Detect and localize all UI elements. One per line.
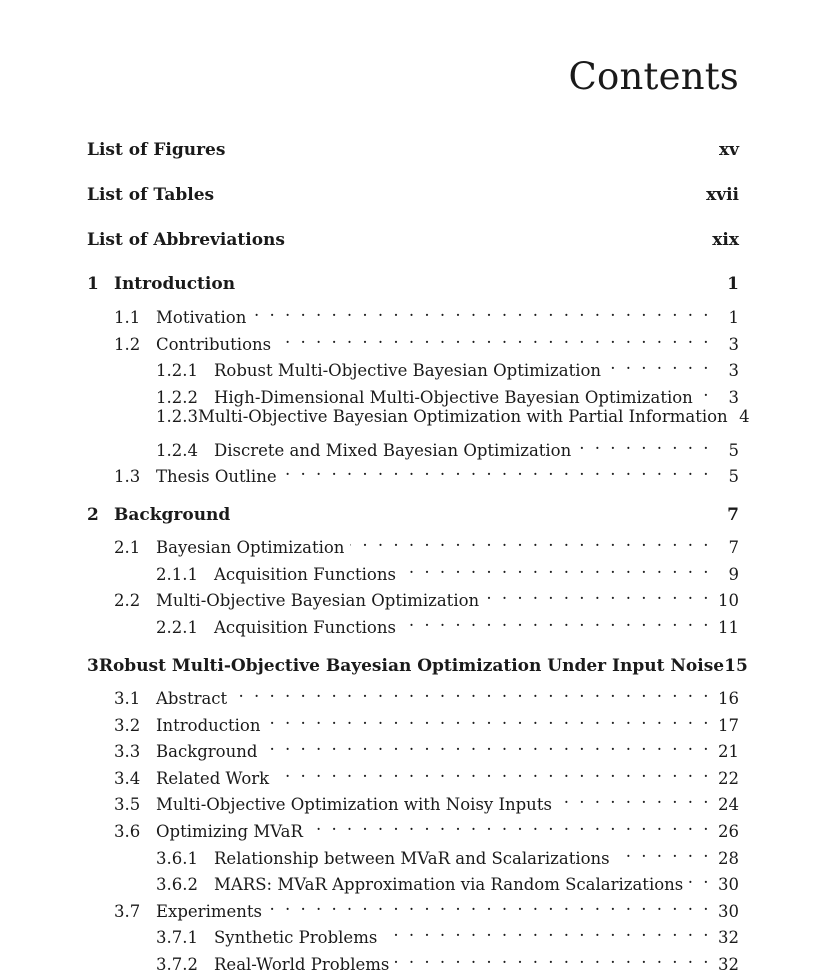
toc-entry[interactable]: [87, 138, 739, 162]
toc-entry-number: 2.2.1: [156, 618, 198, 637]
toc-entry-title[interactable]: Introduction: [114, 274, 236, 294]
dot-leader: [395, 946, 709, 970]
toc-entry-page-number[interactable]: xv: [718, 140, 739, 160]
toc-entry-title[interactable]: Optimizing MVaR: [156, 822, 303, 841]
toc-entry-title[interactable]: Abstract: [156, 689, 228, 708]
toc-entry-page-number[interactable]: 30: [718, 875, 739, 894]
toc-entry-title[interactable]: Introduction: [156, 716, 261, 735]
toc-entry-page-number[interactable]: xvii: [706, 185, 739, 205]
toc-entry-title[interactable]: Bayesian Optimization: [156, 538, 345, 557]
toc-entry[interactable]: [87, 503, 739, 527]
dot-leader: [485, 582, 709, 606]
toc-entry-title[interactable]: Synthetic Problems: [214, 928, 378, 947]
toc-entry-number: 3.6: [114, 822, 141, 841]
toc-entry[interactable]: [87, 654, 748, 678]
toc-entry-title[interactable]: Acquisition Functions: [214, 618, 396, 637]
toc-entry[interactable]: [114, 707, 739, 735]
toc-entry-title[interactable]: MARS: MVaR Approximation via Random Scalarizations: [214, 875, 684, 894]
toc-entry[interactable]: [114, 458, 739, 486]
toc-entry[interactable]: [114, 529, 739, 557]
toc-entry-page-number[interactable]: 26: [718, 822, 739, 841]
toc-entry-page-number[interactable]: 7: [727, 505, 739, 525]
toc-entry-number: 3.6.1: [156, 849, 198, 868]
toc-entry-number: 3: [87, 656, 99, 676]
toc-entry-title[interactable]: Background: [156, 742, 258, 761]
toc-entry-number: 2.1: [114, 538, 141, 557]
toc-entry-number: 2.2: [114, 591, 141, 610]
toc-entry-page-number[interactable]: 22: [718, 769, 739, 788]
toc-entry-number: 3.1: [114, 689, 141, 708]
page-title: Contents: [568, 54, 739, 98]
toc-entry-page-number[interactable]: 5: [728, 441, 739, 460]
toc-entry-number: 1.3: [114, 467, 141, 486]
toc-entry-title[interactable]: Related Work: [156, 769, 270, 788]
toc-entry[interactable]: [114, 326, 739, 354]
toc-entry[interactable]: [156, 405, 750, 429]
toc-entry-page-number[interactable]: 16: [718, 689, 739, 708]
toc-entry-title[interactable]: List of Tables: [87, 185, 215, 205]
toc-entry-number: 1.2.1: [156, 361, 198, 380]
toc-entry-page-number[interactable]: 30: [718, 902, 739, 921]
toc-entry-number: 3.2: [114, 716, 141, 735]
dot-leader: [309, 813, 709, 837]
toc-entry-page-number[interactable]: 24: [718, 795, 739, 814]
dot-leader: [607, 352, 709, 376]
toc-entry-number: 1.1: [114, 308, 141, 327]
dot-leader: [233, 680, 709, 704]
dot-leader: [689, 866, 709, 890]
dot-leader: [558, 786, 709, 810]
dot-leader: [616, 840, 709, 864]
toc-entry-number: 1.2.4: [156, 441, 198, 460]
toc-entry-title[interactable]: Thesis Outline: [156, 467, 277, 486]
dot-leader: [283, 458, 709, 482]
dot-leader: [263, 733, 709, 757]
toc-entry-page-number[interactable]: 32: [718, 928, 739, 947]
toc-entry-title[interactable]: Discrete and Mixed Bayesian Optimization: [214, 441, 572, 460]
toc-entry[interactable]: [114, 733, 739, 761]
toc-entry-page-number[interactable]: 7: [728, 538, 739, 557]
toc-entry-page-number[interactable]: 32: [718, 955, 739, 974]
toc-entry-number: 1.2: [114, 335, 141, 354]
toc-entry[interactable]: [156, 609, 739, 637]
dot-leader: [267, 707, 710, 731]
dot-leader: [402, 556, 709, 580]
toc-entry-title[interactable]: List of Figures: [87, 140, 226, 160]
toc-entry-page-number[interactable]: 4: [739, 407, 750, 426]
toc-entry-number: 2.1.1: [156, 565, 198, 584]
toc-entry[interactable]: [156, 919, 739, 947]
toc-entry-page-number[interactable]: 10: [718, 591, 739, 610]
toc-entry-page-number[interactable]: 1: [728, 308, 739, 327]
toc-entry[interactable]: [156, 840, 739, 868]
toc-entry-number: 3.7.1: [156, 928, 198, 947]
toc-entry-title[interactable]: High-Dimensional Multi-Objective Bayesian Optimization: [214, 388, 693, 407]
dot-leader: [577, 432, 709, 456]
toc-entry-title[interactable]: Real-World Problems: [214, 955, 390, 974]
toc-entry[interactable]: [114, 582, 739, 610]
toc-entry[interactable]: [114, 299, 739, 327]
toc-entry[interactable]: [156, 432, 739, 460]
toc-entry-title[interactable]: Background: [114, 505, 231, 525]
toc-entry[interactable]: [114, 786, 739, 814]
toc-entry-page-number[interactable]: xix: [712, 230, 739, 250]
toc-entry[interactable]: [87, 183, 739, 207]
dot-leader: [402, 609, 709, 633]
toc-entry[interactable]: [114, 760, 739, 788]
toc-entry-page-number[interactable]: 3: [728, 335, 739, 354]
toc-entry-page-number[interactable]: 11: [718, 618, 739, 637]
toc-entry[interactable]: [114, 813, 739, 841]
toc-entry[interactable]: [114, 680, 739, 708]
toc-entry-number: 3.7: [114, 902, 141, 921]
dot-leader: [350, 529, 709, 553]
toc-entry-page-number[interactable]: 5: [728, 467, 739, 486]
toc-entry-number: 1: [87, 274, 99, 294]
dot-leader: [277, 326, 709, 350]
toc-entry-title[interactable]: Multi-Objective Optimization with Noisy Inputs: [156, 795, 552, 814]
toc-entry[interactable]: [156, 556, 739, 584]
toc-entry-number: 2: [87, 505, 99, 525]
toc-entry-title[interactable]: Experiments: [156, 902, 262, 921]
dot-leader: [699, 379, 709, 403]
toc-entry-page-number[interactable]: 17: [718, 716, 739, 735]
toc-entry[interactable]: [87, 228, 739, 252]
toc-entry-title[interactable]: Robust Multi-Objective Bayesian Optimization Under Input Noise: [98, 656, 725, 676]
toc-entry-page-number[interactable]: 9: [728, 565, 739, 584]
dot-leader: [383, 919, 709, 943]
toc-entry[interactable]: [87, 272, 739, 296]
toc-entry-page-number[interactable]: 15: [724, 656, 748, 676]
toc-entry-title[interactable]: Robust Multi-Objective Bayesian Optimization: [214, 361, 602, 380]
toc-entry-page-number[interactable]: 1: [727, 274, 739, 294]
toc-entry-title[interactable]: List of Abbreviations: [87, 230, 285, 250]
toc-entry[interactable]: [156, 946, 739, 974]
toc-entry-number: 3.7.2: [156, 955, 198, 974]
toc-entry-title[interactable]: Motivation: [156, 308, 247, 327]
toc-entry-title[interactable]: Contributions: [156, 335, 272, 354]
toc-entry[interactable]: [114, 893, 739, 921]
dot-leader: [252, 299, 709, 323]
toc-entry-title[interactable]: Multi-Objective Bayesian Optimization: [156, 591, 480, 610]
dot-leader: [268, 893, 709, 917]
toc-entry-page-number[interactable]: 3: [728, 361, 739, 380]
toc-entry[interactable]: [156, 866, 739, 894]
toc-entry-title[interactable]: Relationship between MVaR and Scalarizations: [214, 849, 610, 868]
dot-leader: [275, 760, 709, 784]
toc-entry[interactable]: [156, 379, 739, 407]
toc-entry-number: 3.5: [114, 795, 141, 814]
toc-entry-number: 3.3: [114, 742, 141, 761]
toc-entry-page-number[interactable]: 3: [728, 388, 739, 407]
toc-entry-number: 3.4: [114, 769, 141, 788]
toc-entry-page-number[interactable]: 28: [718, 849, 739, 868]
toc-entry-title[interactable]: Acquisition Functions: [214, 565, 396, 584]
toc-entry-page-number[interactable]: 21: [718, 742, 739, 761]
toc-entry-title[interactable]: Multi-Objective Bayesian Optimization with Partial Information: [197, 407, 728, 426]
toc-entry[interactable]: [156, 352, 739, 380]
toc-entry-number: 3.6.2: [156, 875, 198, 894]
toc-entry-number: 1.2.2: [156, 388, 198, 407]
toc-entry-number: 1.2.3: [156, 407, 198, 426]
